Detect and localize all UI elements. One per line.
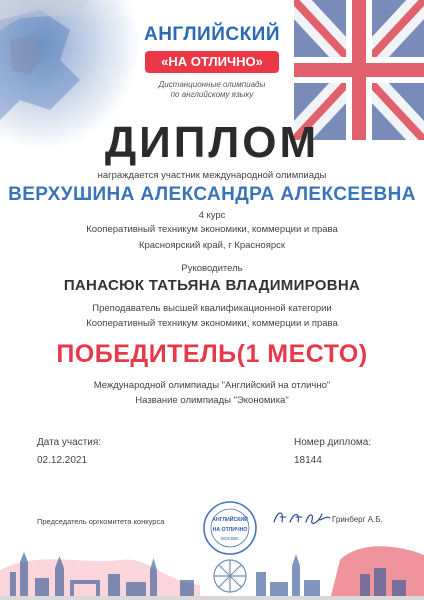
diploma-number-label: Номер диплома:: [294, 437, 372, 448]
supervisor-institution: Кооперативный техникум экономики, коммерции и права: [86, 318, 338, 329]
stamp-text-top: АНГЛИЙСКИЙ: [212, 517, 248, 523]
brand-name: АНГЛИЙСКИЙ: [143, 24, 280, 45]
brand-subtitle-line2: по английскому языку: [170, 90, 254, 99]
stamp-text-bottom: МОСКВА: [221, 536, 239, 541]
region: Красноярский край, г Красноярск: [138, 240, 286, 251]
supervisor-name: ПАНАСЮК ТАТЬЯНА ВЛАДИМИРОВНА: [63, 277, 361, 294]
supervisor-label: Руководитель: [181, 263, 243, 274]
chair-label: Председатель оргкомитета конкурса: [37, 517, 165, 526]
diploma-title: ДИПЛОМ: [104, 118, 320, 167]
course: 4 курс: [198, 210, 226, 221]
result-title: ПОБЕДИТЕЛЬ(1 МЕСТО): [56, 340, 368, 368]
brand-subtitle: [0, 80, 424, 100]
london-skyline-decoration: [0, 510, 424, 600]
stamp-text-middle: НА ОТЛИЧНО: [212, 527, 248, 533]
diploma-number-value: 18144: [294, 455, 322, 466]
institution: Кооперативный техникум экономики, коммерции и права: [86, 224, 338, 235]
awarded-text: награждается участник международной олимпиады: [97, 170, 327, 181]
brand-badge: «НА ОТЛИЧНО»: [145, 51, 279, 73]
signer-name: Гринберг А.Б.: [332, 515, 383, 524]
brand-subtitle-line1: Дистанционные олимпиады: [158, 80, 266, 89]
date-label: Дата участия:: [37, 437, 102, 448]
date-value: 02.12.2021: [37, 455, 88, 466]
supervisor-position: Преподаватель высшей квалификационной категории: [92, 303, 332, 314]
recipient-name: ВЕРХУШИНА АЛЕКСАНДРА АЛЕКСЕЕВНА: [8, 184, 416, 205]
olympiad-name-line: Название олимпиады "Экономика": [135, 395, 289, 406]
olympiad-line: Международной олимпиады "Английский на отлично": [93, 380, 331, 391]
